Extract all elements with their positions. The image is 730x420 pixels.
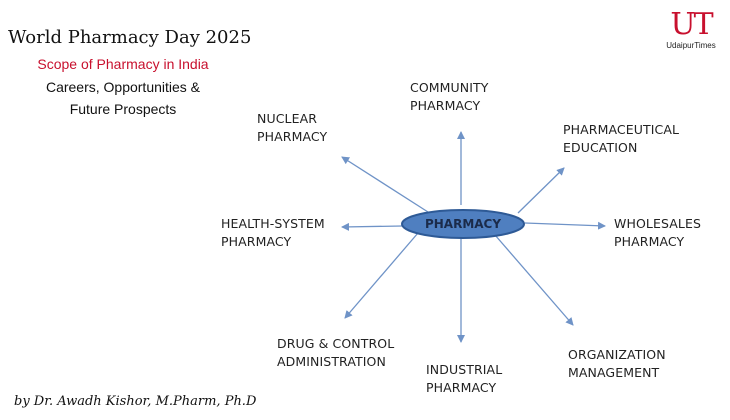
node-nuclear (257, 110, 327, 146)
node-wholesales-line-1: WHOLESALES (614, 216, 701, 231)
node-drug-control-line-2: ADMINISTRATION (277, 354, 386, 369)
brand-logo-text: UdaipurTimes (666, 41, 716, 50)
node-community-line-2: PHARMACY (410, 98, 481, 113)
node-pharma-education (563, 121, 679, 157)
node-health-system (221, 215, 325, 251)
node-organization-line-2: MANAGEMENT (568, 365, 660, 380)
arrow-drug-control (345, 233, 418, 318)
description-line-1: Careers, Opportunities & (45, 79, 201, 95)
node-wholesales-line-2: PHARMACY (614, 234, 685, 249)
author-byline: by Dr. Awadh Kishor, M.Pharm, Ph.D (14, 394, 257, 409)
node-wholesales (614, 215, 701, 251)
description-line-2: Future Prospects (69, 101, 177, 117)
node-organization-line-1: ORGANIZATION (568, 347, 666, 362)
arrow-wholesales (525, 223, 605, 226)
node-nuclear-line-1: NUCLEAR (257, 111, 318, 126)
arrow-pharma-education (518, 168, 564, 213)
arrow-nuclear (342, 157, 428, 212)
node-organization (568, 346, 666, 382)
node-industrial-line-2: PHARMACY (426, 380, 497, 395)
node-drug-control-line-1: DRUG & CONTROL (277, 336, 395, 351)
node-pharma-education-line-1: PHARMACEUTICAL (563, 122, 680, 137)
node-health-system-line-1: HEALTH-SYSTEM (221, 216, 325, 231)
node-pharma-education-line-2: EDUCATION (563, 140, 638, 155)
page-title: World Pharmacy Day 2025 (8, 27, 252, 48)
page-subtitle: Scope of Pharmacy in India (37, 56, 209, 72)
center-node-label: PHARMACY (424, 217, 502, 231)
brand-logo-mark: UT (670, 7, 712, 42)
node-community-line-1: COMMUNITY (410, 80, 489, 95)
node-industrial (426, 361, 502, 397)
node-health-system-line-2: PHARMACY (221, 234, 292, 249)
node-drug-control (277, 335, 394, 371)
arrow-organization (495, 235, 573, 325)
node-community (410, 79, 489, 115)
arrow-health-system (342, 226, 402, 227)
node-nuclear-line-2: PHARMACY (257, 129, 328, 144)
node-industrial-line-1: INDUSTRIAL (426, 362, 503, 377)
